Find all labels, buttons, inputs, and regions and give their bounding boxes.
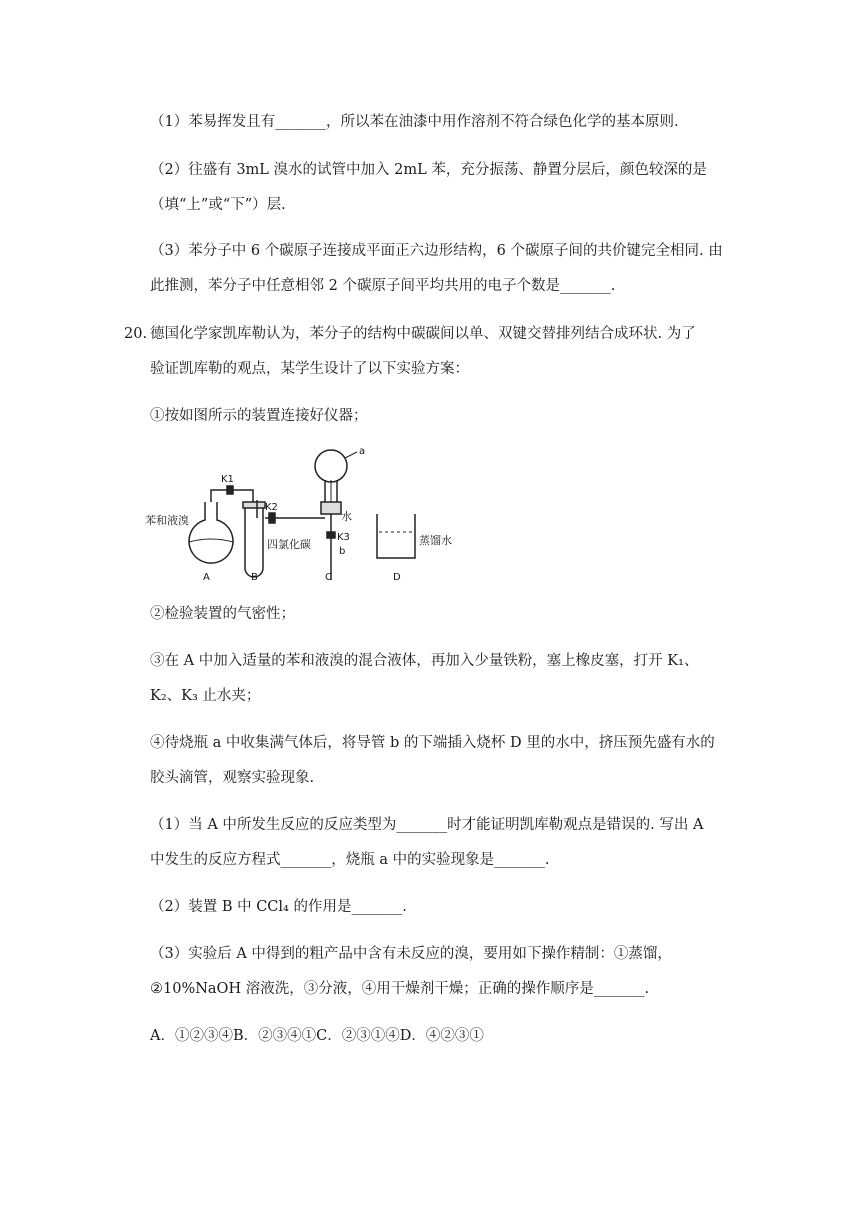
label-B: B <box>251 572 258 583</box>
step-4-text-line2: 胶头滴管，观察实验现象. <box>150 770 315 786</box>
step-1-text: ①按如图所示的装置连接好仪器； <box>150 408 368 424</box>
label-k1: K1 <box>221 474 234 485</box>
step-3-text-line2: K₂、K₃ 止水夹； <box>150 688 261 704</box>
label-b-content: 四氯化碳 <box>267 538 311 551</box>
label-b-tube: b <box>339 546 346 557</box>
label-a-content: 苯和液溴 <box>145 514 189 527</box>
label-A: A <box>203 572 210 583</box>
subquestion-2-text: （2）装置 B 中 CCl₄ 的作用是_______. <box>150 899 407 915</box>
label-D: D <box>393 572 401 583</box>
flask-round-a <box>315 450 347 482</box>
subquestion-1-line2: 中发生的反应方程式_______，烧瓶 a 中的实验现象是_______. <box>150 852 550 868</box>
label-water: 水 <box>341 510 352 523</box>
question-3-text-line1: （3）苯分子中 6 个碳原子连接成平面正六边形结构，6 个碳原子间的共价键完全相同. 由 <box>150 243 723 259</box>
subquestion-1-line1: （1）当 A 中所发生反应的反应类型为_______时才能证明凯库勒观点是错误的. 写出 A <box>150 817 704 833</box>
apparatus-diagram <box>145 440 585 590</box>
label-d-content: 蒸馏水 <box>419 534 452 547</box>
subquestion-3-line1: （3）实验后 A 中得到的粗产品中含有未反应的溴，要用如下操作精制：①蒸馏， <box>150 946 672 962</box>
question-3-text-line2: 此推测，苯分子中任意相邻 2 个碳原子间平均共用的电子个数是_______. <box>150 278 616 294</box>
test-tube-b <box>245 506 263 577</box>
label-k2: K2 <box>265 502 278 513</box>
step-3-text-line1: ③在 A 中加入适量的苯和液溴的混合液体，再加入少量铁粉，塞上橡皮塞，打开 K₁、 <box>150 653 699 669</box>
beaker-d <box>377 514 415 558</box>
clamp-k2 <box>269 513 275 523</box>
question-2-text-line1: （2）往盛有 3mL 溴水的试管中加入 2mL 苯，充分振荡、静置分层后，颜色较深的是 <box>150 162 707 178</box>
question-20-intro-line1: 德国化学家凯库勒认为，苯分子的结构中碳碳间以单、双键交替排列结合成环状. 为了 <box>150 326 696 342</box>
label-k3: K3 <box>337 532 350 543</box>
step-2-text: ②检验装置的气密性； <box>150 606 295 622</box>
stopper-b <box>243 502 265 508</box>
stopper-c <box>321 502 341 514</box>
question-20-number: 20. <box>124 326 148 342</box>
label-C: C <box>325 572 332 583</box>
label-a-flask: a <box>359 446 366 457</box>
clamp-k1 <box>227 486 233 494</box>
clamp-k3 <box>327 532 335 538</box>
flask-a-liquid <box>189 539 233 542</box>
question-2-text-line2: （填“上”或“下”）层. <box>150 197 286 213</box>
flask-a <box>189 502 233 563</box>
subquestion-3-line2: ②10%NaOH 溶液洗，③分液，④用干燥剂干燥；正确的操作顺序是_______. <box>150 981 650 997</box>
question-20-intro-line2: 验证凯库勒的观点，某学生设计了以下实验方案： <box>150 361 469 377</box>
step-4-text-line1: ④待烧瓶 a 中收集满气体后，将导管 b 的下端插入烧杯 D 里的水中，挤压预先盛有水的 <box>150 735 715 751</box>
answer-options: A．①②③④B．②③④①C．②③①④D．④②③① <box>150 1028 484 1044</box>
question-1-text: （1）苯易挥发且有_______，所以苯在油漆中用作溶剂不符合绿色化学的基本原则. <box>150 114 679 130</box>
